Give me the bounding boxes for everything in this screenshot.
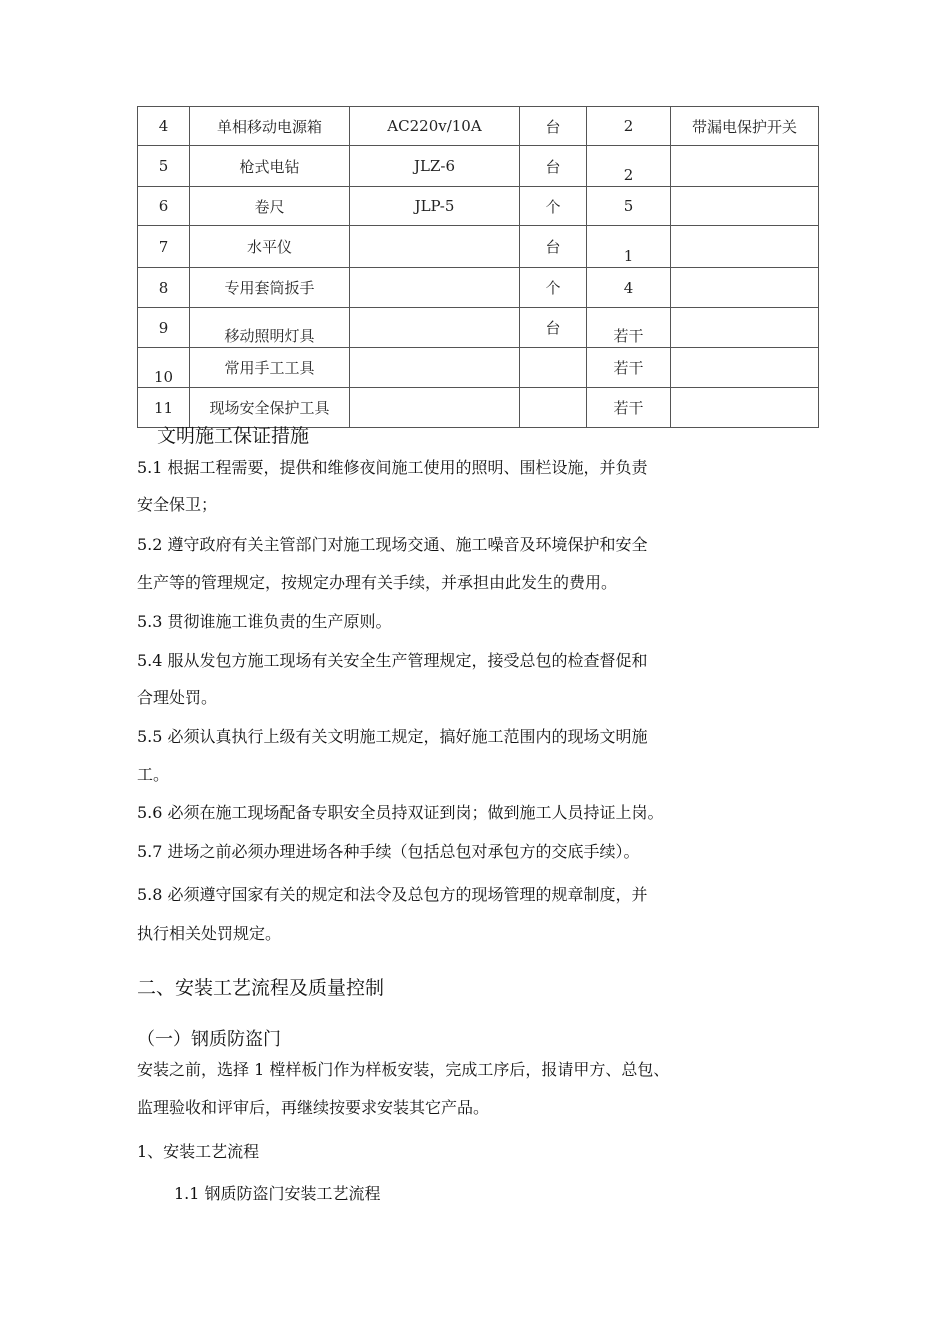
- cell-unit: 台: [520, 308, 587, 348]
- cell-no: 5: [138, 146, 190, 187]
- cell-note: [671, 308, 819, 348]
- cell-unit: 台: [520, 107, 587, 146]
- cell-qty: 若干: [587, 348, 671, 388]
- chapter-heading: 二、安装工艺流程及质量控制: [137, 977, 385, 999]
- table-row: [138, 348, 819, 388]
- cell-no: 6: [138, 187, 190, 226]
- cell-spec: [350, 308, 520, 348]
- cell-no: 10: [138, 348, 190, 388]
- cell-note: [671, 268, 819, 308]
- step-heading: 1、安装工艺流程: [137, 1142, 260, 1161]
- cell-name: 单相移动电源箱: [190, 107, 350, 146]
- substep-heading: 1.1 钢质防盗门安装工艺流程: [174, 1184, 381, 1203]
- cell-no: 11: [138, 388, 190, 428]
- cell-no: 8: [138, 268, 190, 308]
- cell-note: [671, 348, 819, 388]
- equipment-table: [137, 106, 819, 428]
- cell-note: [671, 388, 819, 428]
- cell-spec: JLZ-6: [350, 146, 520, 187]
- cell-note: 带漏电保护开关: [671, 107, 819, 146]
- subsection-heading: （一）钢质防盗门: [137, 1029, 281, 1050]
- cell-spec: [350, 388, 520, 428]
- cell-name: 常用手工工具: [190, 348, 350, 388]
- table-row: [138, 187, 819, 226]
- cell-name: 专用套筒扳手: [190, 268, 350, 308]
- cell-qty: 若干: [587, 308, 671, 348]
- cell-qty: 2: [587, 146, 671, 187]
- table-row: [138, 308, 819, 348]
- cell-name: 现场安全保护工具: [190, 388, 350, 428]
- paragraph-line: 5.7 进场之前必须办理进场各种手续（包括总包对承包方的交底手续）。: [137, 842, 640, 861]
- paragraph-line: 5.4 服从发包方施工现场有关安全生产管理规定，接受总包的检查督促和: [137, 651, 648, 670]
- table-row: [138, 226, 819, 268]
- cell-spec: [350, 226, 520, 268]
- paragraph-line: 5.1 根据工程需要，提供和维修夜间施工使用的照明、围栏设施，并负责: [137, 458, 648, 477]
- cell-unit: 台: [520, 226, 587, 268]
- section-title: 文明施工保证措施: [157, 425, 310, 447]
- cell-unit: 台: [520, 146, 587, 187]
- cell-no: 7: [138, 226, 190, 268]
- cell-qty: 4: [587, 268, 671, 308]
- paragraph-line: 5.6 必须在施工现场配备专职安全员持双证到岗；做到施工人员持证上岗。: [137, 803, 664, 822]
- cell-unit: [520, 348, 587, 388]
- cell-spec: AC220v/10A: [350, 107, 520, 146]
- cell-no: 9: [138, 308, 190, 348]
- cell-no: 4: [138, 107, 190, 146]
- cell-qty: 1: [587, 226, 671, 268]
- cell-unit: 个: [520, 187, 587, 226]
- cell-qty: 若干: [587, 388, 671, 428]
- paragraph-line: 安全保卫；: [137, 495, 218, 514]
- paragraph-line: 5.2 遵守政府有关主管部门对施工现场交通、施工噪音及环境保护和安全: [137, 535, 648, 554]
- cell-spec: [350, 268, 520, 308]
- paragraph-line: 生产等的管理规定，按规定办理有关手续，并承担由此发生的费用。: [137, 573, 618, 592]
- paragraph-line: 5.5 必须认真执行上级有关文明施工规定，搞好施工范围内的现场文明施: [137, 727, 648, 746]
- paragraph-line: 5.8 必须遵守国家有关的规定和法令及总包方的现场管理的规章制度，并: [137, 885, 648, 904]
- paragraph-line: 执行相关处罚规定。: [137, 924, 282, 943]
- cell-name: 移动照明灯具: [190, 308, 350, 348]
- paragraph-line: 安装之前，选择 1 樘样板门作为样板安装，完成工序后，报请甲方、总包、: [137, 1060, 670, 1079]
- cell-unit: [520, 388, 587, 428]
- cell-qty: 2: [587, 107, 671, 146]
- paragraph-line: 5.3 贯彻谁施工谁负责的生产原则。: [137, 612, 392, 631]
- table-row: [138, 268, 819, 308]
- cell-note: [671, 226, 819, 268]
- cell-name: 枪式电钻: [190, 146, 350, 187]
- cell-note: [671, 146, 819, 187]
- cell-spec: [350, 348, 520, 388]
- paragraph-line: 合理处罚。: [137, 688, 218, 707]
- table-row: [138, 146, 819, 187]
- cell-name: 水平仪: [190, 226, 350, 268]
- paragraph-line: 工。: [137, 765, 170, 784]
- cell-note: [671, 187, 819, 226]
- cell-unit: 个: [520, 268, 587, 308]
- table-row: [138, 107, 819, 146]
- cell-spec: JLP-5: [350, 187, 520, 226]
- paragraph-line: 监理验收和评审后，再继续按要求安装其它产品。: [137, 1098, 490, 1117]
- cell-qty: 5: [587, 187, 671, 226]
- cell-name: 卷尺: [190, 187, 350, 226]
